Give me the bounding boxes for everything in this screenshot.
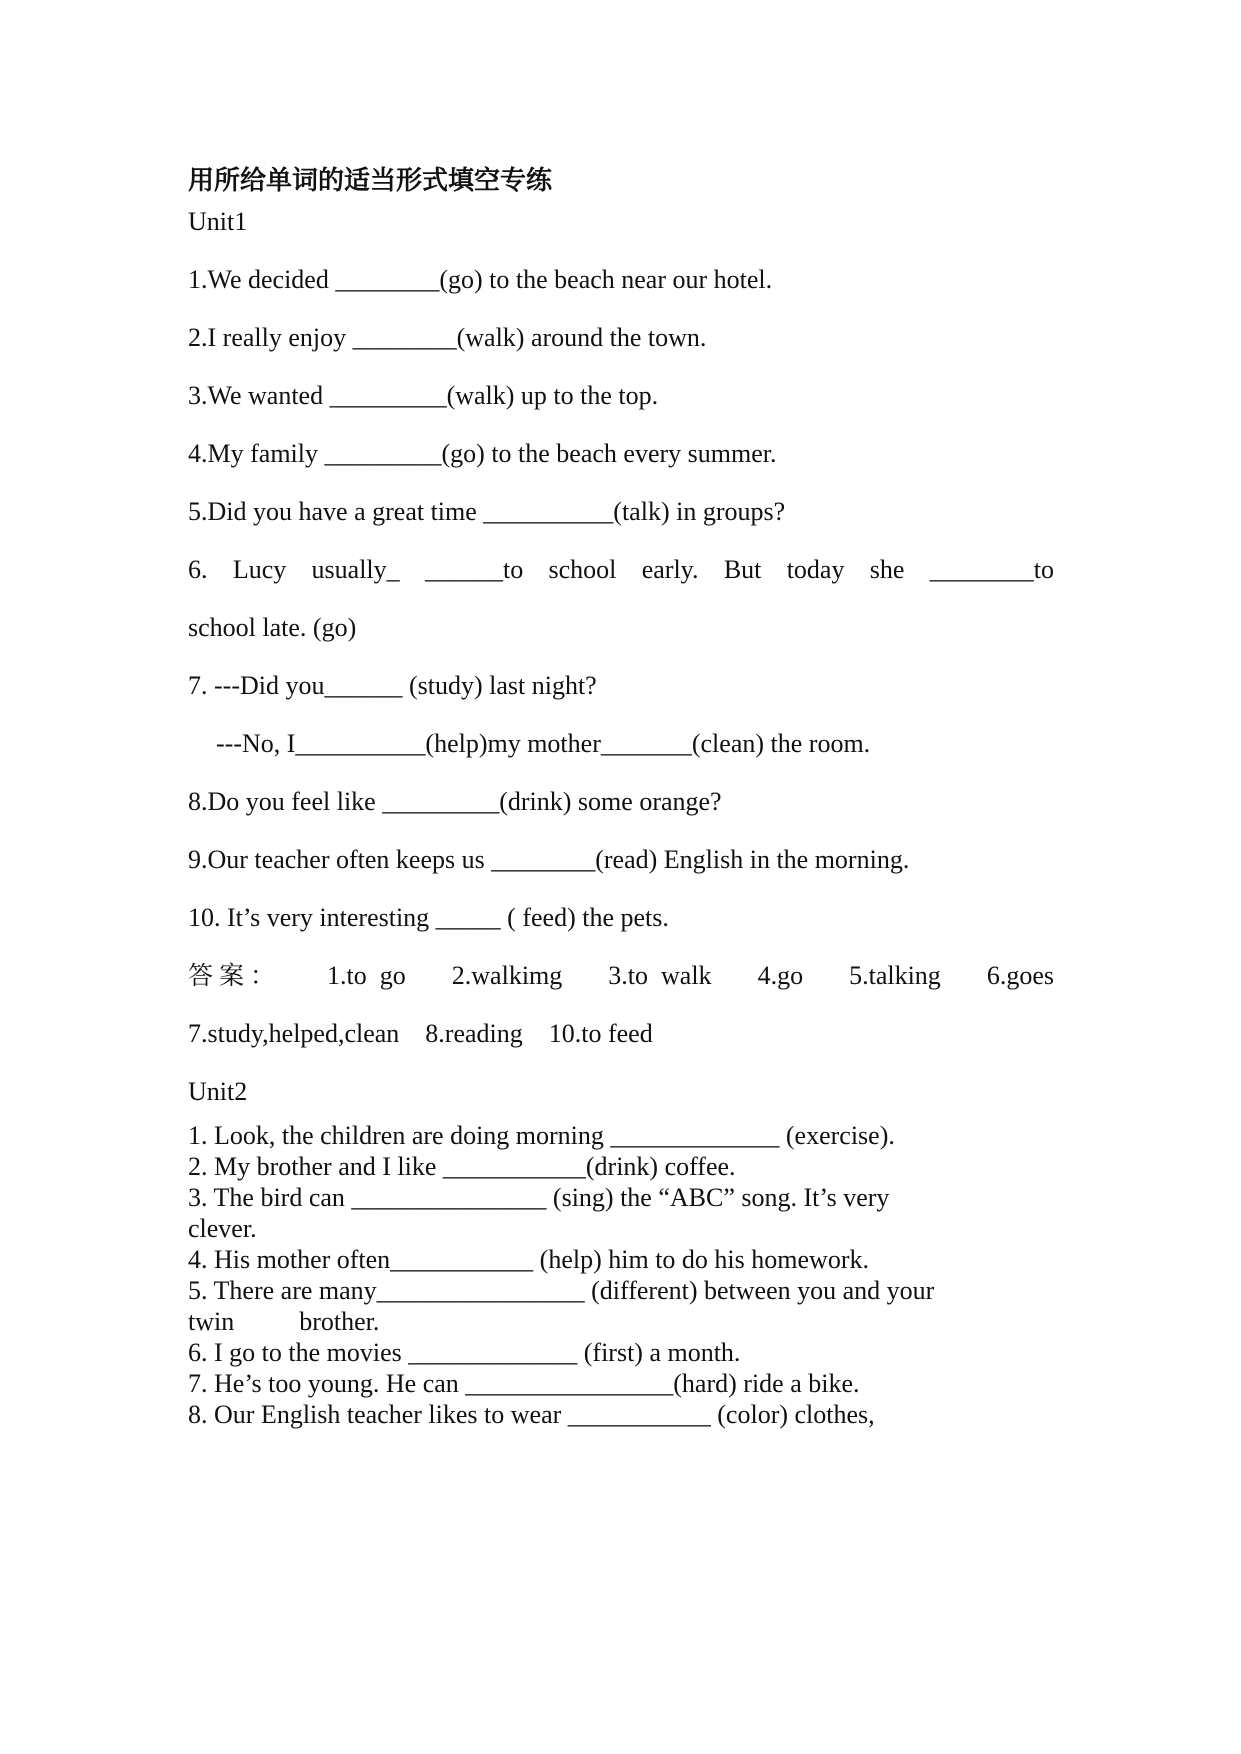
page-title: 用所给单词的适当形式填空专练: [188, 166, 553, 196]
q2-text: 2.I really enjoy: [188, 323, 353, 352]
answer-item: 1.to go: [327, 961, 406, 990]
unit2-line: 2. My brother and I like ___________(drink) coffee.: [188, 1152, 736, 1181]
q1-text: 1.We decided: [188, 265, 336, 294]
q6-word: early.: [641, 555, 699, 584]
q6-word: ________to: [929, 555, 1054, 584]
answer-item: 4.go: [757, 961, 804, 990]
q6-word: today: [786, 555, 845, 584]
question-8: [188, 786, 722, 818]
answer-item: 3.to walk: [608, 961, 712, 990]
q6-word: ______to: [424, 555, 524, 584]
q9-blank: ________: [491, 845, 596, 874]
q6-word: school: [548, 555, 617, 584]
q8-text: 8.Do you feel like: [188, 787, 383, 816]
question-5: [188, 496, 785, 528]
question-2: [188, 322, 706, 354]
question-4: [188, 438, 777, 470]
question-7-a: 7. ---Did you______ (study) last night?: [188, 671, 597, 700]
answers-line-2: 7.study,helped,clean 8.reading 10.to feed: [188, 1019, 653, 1048]
unit2-line: 1. Look, the children are doing morning _____________ (exercise).: [188, 1121, 895, 1150]
question-3: [188, 380, 658, 412]
q6-word: But: [723, 555, 762, 584]
q5-blank: __________: [483, 497, 614, 526]
q3-text: 3.We wanted: [188, 381, 330, 410]
answer-item: 5.talking: [849, 961, 941, 990]
question-6: [188, 554, 1054, 586]
q9-hint: (read) English in the morning.: [595, 845, 910, 874]
question-6-continued: school late. (go): [188, 613, 357, 642]
q1-blank: ________: [335, 265, 440, 294]
question-1: [188, 264, 772, 296]
q6-word: she: [869, 555, 905, 584]
q6-word: usually_: [311, 555, 400, 584]
question-7-b: ---No, I__________(help)my mother_______(clean) the room.: [216, 729, 871, 758]
answer-item: 6.goes: [986, 961, 1054, 990]
unit2-line: 6. I go to the movies _____________ (first) a month.: [188, 1338, 741, 1367]
q6-word: 6.: [188, 555, 208, 584]
answer-item: 2.walkimg: [451, 961, 563, 990]
unit2-line: 4. His mother often___________ (help) him to do his homework.: [188, 1245, 869, 1274]
answer-label: 答案：: [188, 961, 282, 990]
answers-line-1: [188, 960, 1054, 992]
unit2-line: 8. Our English teacher likes to wear ___________ (color) clothes,: [188, 1400, 875, 1429]
q2-hint: (walk) around the town.: [456, 323, 707, 352]
q6-word: Lucy: [232, 555, 287, 584]
q3-blank: _________: [329, 381, 447, 410]
q5-text: 5.Did you have a great time: [188, 497, 484, 526]
unit1-heading: Unit1: [188, 207, 248, 236]
unit2-heading: Unit2: [188, 1077, 248, 1106]
question-10: 10. It’s very interesting _____ ( feed) the pets.: [188, 903, 669, 932]
question-9: [188, 844, 909, 876]
unit2-line: twin brother.: [188, 1307, 380, 1336]
q3-hint: (walk) up to the top.: [446, 381, 659, 410]
q4-blank: _________: [324, 439, 442, 468]
unit2-line: clever.: [188, 1214, 257, 1243]
q2-blank: ________: [352, 323, 457, 352]
unit2-line: 7. He’s too young. He can ________________(hard) ride a bike.: [188, 1369, 860, 1398]
q4-hint: (go) to the beach every summer.: [441, 439, 777, 468]
q8-hint: (drink) some orange?: [499, 787, 722, 816]
unit2-line: 3. The bird can _______________ (sing) the “ABC” song. It’s very: [188, 1183, 890, 1212]
q4-text: 4.My family: [188, 439, 325, 468]
q5-hint: (talk) in groups?: [613, 497, 786, 526]
q9-text: 9.Our teacher often keeps us: [188, 845, 492, 874]
unit2-line: 5. There are many________________ (different) between you and your: [188, 1276, 935, 1305]
q1-hint: (go) to the beach near our hotel.: [439, 265, 773, 294]
q8-blank: _________: [382, 787, 500, 816]
